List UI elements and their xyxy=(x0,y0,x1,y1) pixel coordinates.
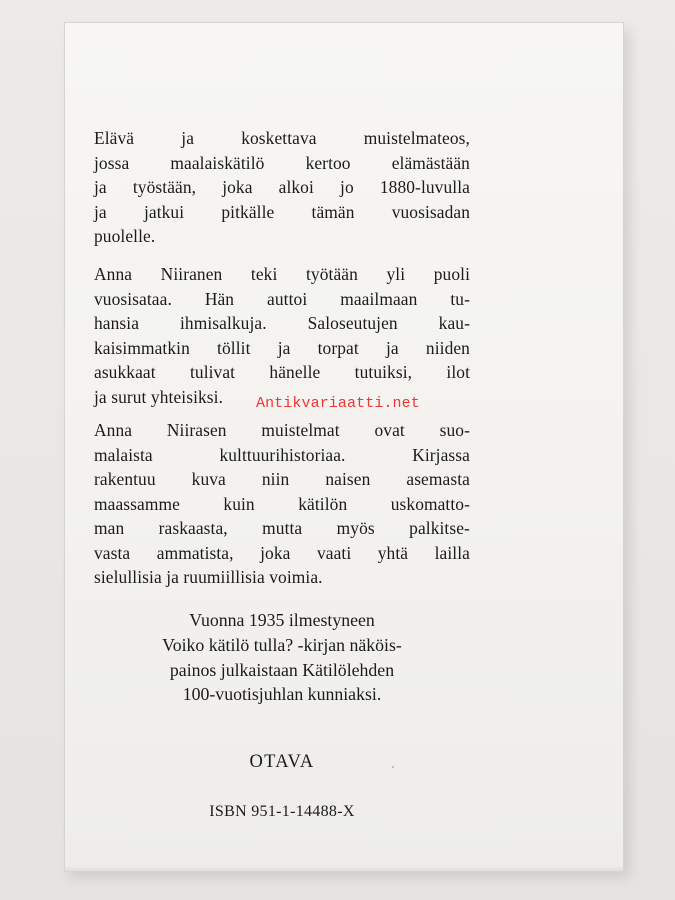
word: Niiranen xyxy=(160,264,223,284)
word: muistelmateos, xyxy=(363,128,470,148)
word: lailla xyxy=(434,542,470,563)
word: raskaasta, xyxy=(158,518,228,538)
word: man xyxy=(94,518,125,538)
word: muistelmat xyxy=(261,420,340,440)
word: ammatista, xyxy=(156,542,234,563)
word: ihmisalkuja. xyxy=(179,313,267,333)
word: yhtä xyxy=(377,542,409,563)
word: ja xyxy=(181,128,195,148)
word: ja xyxy=(94,177,107,197)
word: ja xyxy=(385,337,399,358)
word: kulttuurihistoriaa. xyxy=(219,444,346,465)
word: asukkaat xyxy=(94,362,156,382)
word: joka xyxy=(260,542,291,563)
word: rakentuu xyxy=(94,469,156,489)
paragraph-author-work-line xyxy=(94,311,470,336)
paragraph-cultural-history-line: sielullisia ja ruumiillisia voimia. xyxy=(94,567,323,587)
word: maalaiskätilö xyxy=(170,152,265,173)
word: kau- xyxy=(438,313,470,333)
word: naisen xyxy=(325,469,371,489)
word: puoli xyxy=(433,264,470,284)
word: palkitse- xyxy=(409,518,470,538)
word: hansia xyxy=(94,313,140,333)
paragraph-author-work-line xyxy=(94,287,470,312)
paragraph-intro-line xyxy=(94,175,470,200)
word: maassamme xyxy=(94,493,180,514)
word: vaati xyxy=(316,542,352,563)
word: asemasta xyxy=(406,469,470,489)
word: kuva xyxy=(191,469,226,489)
publisher-name: OTAVA xyxy=(249,752,315,772)
word: alkoi xyxy=(278,177,314,197)
word: ilot xyxy=(446,362,470,382)
paragraph-intro-line xyxy=(94,200,470,225)
word: Anna xyxy=(94,264,133,284)
paragraph-intro xyxy=(94,126,470,249)
paragraph-intro-line xyxy=(94,151,470,176)
word: ja xyxy=(94,201,107,222)
word: vasta xyxy=(94,542,131,563)
word: jossa xyxy=(94,152,130,173)
paragraph-author-work-line xyxy=(94,360,470,385)
word: niin xyxy=(261,469,290,489)
paragraph-cultural-history-line xyxy=(94,467,470,492)
word: Anna xyxy=(94,420,133,440)
word: auttoi xyxy=(267,288,308,309)
word: kertoo xyxy=(305,152,351,173)
paragraph-author-work-line xyxy=(94,336,470,361)
word: jo xyxy=(340,177,354,197)
word: tutuiksi, xyxy=(354,362,413,382)
word: elämästään xyxy=(391,152,470,173)
word: niiden xyxy=(425,337,470,358)
word: tulivat xyxy=(189,362,236,382)
word: Elävä xyxy=(94,128,135,148)
word: työstään, xyxy=(132,177,197,197)
paragraph-facsimile-note-line: 100-vuotisjuhlan kunniaksi. xyxy=(182,684,382,705)
word: myös xyxy=(336,518,375,538)
word: torpat xyxy=(317,337,359,358)
word: Kirjassa xyxy=(412,444,470,465)
word: vuosisataa. xyxy=(94,288,172,309)
paragraph-intro-line: puolelle. xyxy=(94,226,156,246)
word: töllit xyxy=(217,337,251,358)
word: mutta xyxy=(262,518,303,538)
paragraph-cultural-history-line xyxy=(94,541,470,566)
isbn-number: ISBN 951-1-14488-X xyxy=(209,803,355,820)
word: hänelle xyxy=(269,362,321,382)
word: kaisimmatkin xyxy=(94,337,190,358)
paragraph-cultural-history-line xyxy=(94,443,470,468)
word: kätilön xyxy=(298,493,348,514)
paragraph-author-work xyxy=(94,262,470,409)
word: uskomatto- xyxy=(390,493,470,514)
cover-speck xyxy=(392,766,394,768)
word: tu- xyxy=(450,288,470,309)
word: Niirasen xyxy=(166,420,227,440)
word: jatkui xyxy=(143,201,185,222)
paragraph-cultural-history-line xyxy=(94,492,470,517)
paragraph-facsimile-note-line: painos julkaistaan Kätilölehden xyxy=(169,659,395,680)
paragraph-intro-line xyxy=(94,126,470,151)
word: maailmaan xyxy=(340,288,418,309)
word: kuin xyxy=(223,493,255,514)
word: tämän xyxy=(311,201,355,222)
word: vuosisadan xyxy=(391,201,470,222)
word: pitkälle xyxy=(221,201,275,222)
paragraph-author-work-line: ja surut yhteisiksi. xyxy=(94,386,224,407)
word: ovat xyxy=(374,420,405,440)
paragraph-author-work-line xyxy=(94,262,470,287)
paragraph-facsimile-note-line: Voiko kätilö tulla? -kirjan näköis- xyxy=(162,634,402,655)
paragraph-cultural-history-line xyxy=(94,516,470,541)
word: työtään xyxy=(306,264,358,284)
paragraph-facsimile-note-line: Vuonna 1935 ilmestyneen xyxy=(189,610,375,630)
word: 1880-luvulla xyxy=(379,177,470,197)
word: ja xyxy=(277,337,291,358)
watermark-text: Antikvariaatti.net xyxy=(256,395,420,412)
word: yli xyxy=(386,264,406,284)
paragraph-facsimile-note xyxy=(94,608,470,707)
word: koskettava xyxy=(241,128,317,148)
word: suo- xyxy=(439,420,470,440)
word: Hän xyxy=(204,288,235,309)
word: Saloseutujen xyxy=(307,313,398,333)
paragraph-cultural-history-line xyxy=(94,418,470,443)
paragraph-cultural-history xyxy=(94,418,470,590)
word: malaista xyxy=(94,444,153,465)
word: joka xyxy=(222,177,253,197)
word: teki xyxy=(250,264,278,284)
